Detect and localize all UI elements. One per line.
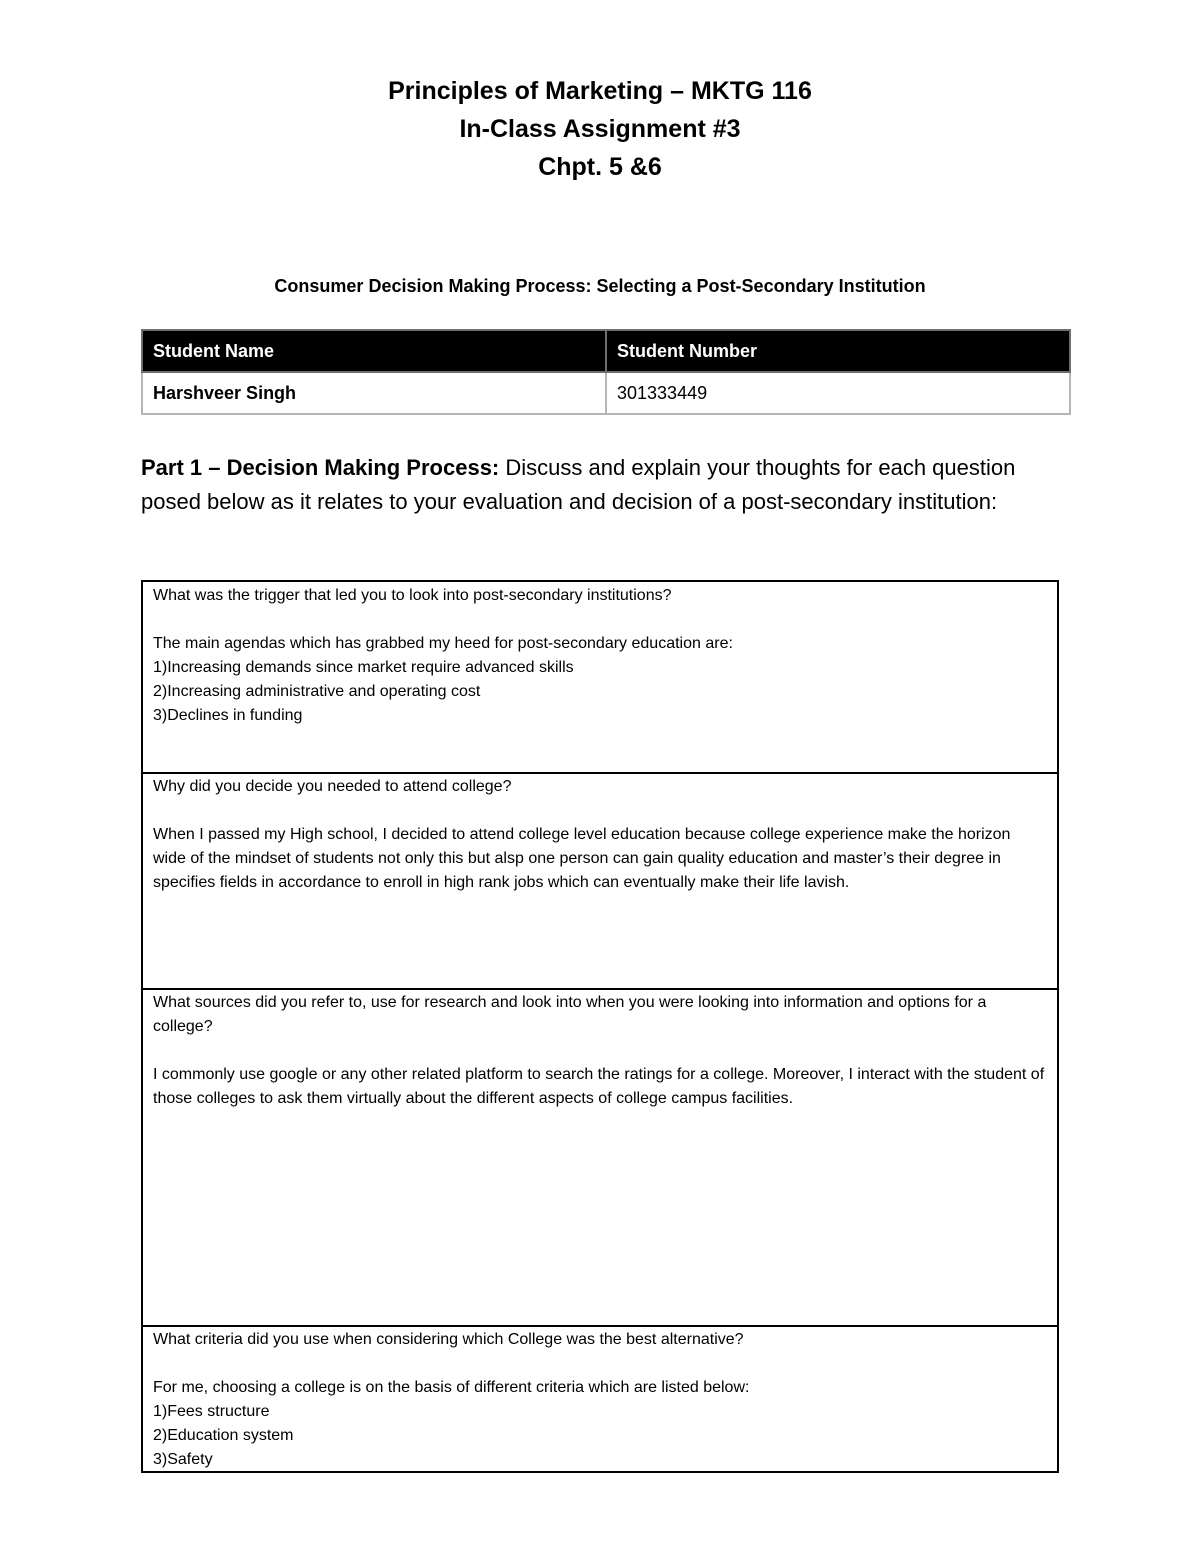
table-header-row	[142, 330, 1070, 372]
student-info-table	[141, 329, 1071, 415]
student-number-value: 301333449	[606, 372, 1070, 414]
chapter-title: Chpt. 5 &6	[538, 153, 662, 181]
list-item: 2)Increasing administrative and operating cost	[153, 683, 481, 700]
question-box-trigger[interactable]	[141, 580, 1059, 774]
question-text: What was the trigger that led you to look into post-secondary institutions?	[153, 587, 672, 604]
list-item: 1)Increasing demands since market require advanced skills	[153, 659, 574, 676]
part1-text: Discuss and explain your thoughts for each question posed below as it relates to your evaluation and decision of a post-secondary institution:	[141, 455, 1016, 514]
table-row	[142, 372, 1070, 414]
question-text: Why did you decide you needed to attend college?	[153, 778, 512, 795]
student-name-value: Harshveer Singh	[142, 372, 606, 414]
answer-text: For me, choosing a college is on the basis of different criteria which are listed below:	[153, 1379, 750, 1396]
list-item: 1)Fees structure	[153, 1403, 270, 1420]
answer-text: The main agendas which has grabbed my heed for post-secondary education are:	[153, 635, 733, 652]
student-name-header: Student Name	[142, 330, 606, 372]
question-text: What criteria did you use when considering which College was the best alternative?	[153, 1331, 744, 1348]
document-header	[0, 72, 1200, 186]
answer-text: I commonly use google or any other related platform to search the ratings for a college. Moreover, I interact with the student of those colleges to ask them virtually about the different aspects of college campus facilities.	[153, 1066, 1045, 1107]
part1-intro	[141, 451, 1071, 519]
assignment-title: In-Class Assignment #3	[459, 115, 741, 143]
question-box-criteria[interactable]	[141, 1326, 1059, 1473]
question-box-sources[interactable]	[141, 989, 1059, 1327]
list-item: 3)Declines in funding	[153, 707, 303, 724]
student-number-header: Student Number	[606, 330, 1070, 372]
question-text: What sources did you refer to, use for research and look into when you were looking into information and options for a college?	[153, 994, 987, 1035]
question-box-why-college[interactable]	[141, 773, 1059, 990]
course-title: Principles of Marketing – MKTG 116	[388, 77, 812, 105]
list-item: 2)Education system	[153, 1427, 294, 1444]
part1-lead: Part 1 – Decision Making Process:	[141, 455, 500, 480]
list-item: 3)Safety	[153, 1451, 213, 1468]
answer-text: When I passed my High school, I decided to attend college level education because college experience make the horizon wide of the mindset of students not only this but alsp one person can gain quality education and master’s their degree in specifies fields in accordance to enroll in high rank jobs which can eventually make their life lavish.	[153, 826, 1011, 891]
section-subheading: Consumer Decision Making Process: Selecting a Post-Secondary Institution	[274, 276, 926, 296]
